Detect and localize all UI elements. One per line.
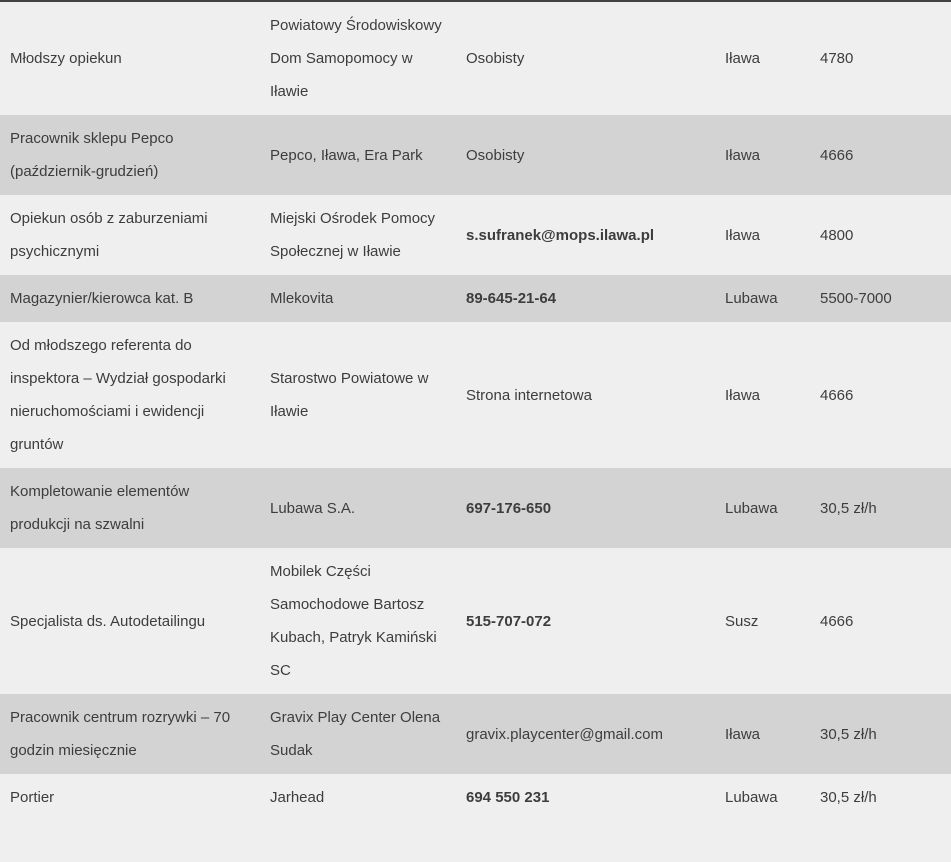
job-title-cell: Magazynier/kierowca kat. B xyxy=(10,290,194,307)
city-cell: Iława xyxy=(725,226,761,244)
employer-cell: Jarhead xyxy=(270,789,325,806)
job-title-cell: Portier xyxy=(10,789,55,806)
employer-cell: Starostwo Powiatowe w Iławie xyxy=(270,370,429,420)
contact-cell: Osobisty xyxy=(466,146,525,164)
job-offer-row xyxy=(0,774,951,821)
job-offer-row xyxy=(0,548,951,694)
job-title-cell: Kompletowanie elementów produkcji na szwalni xyxy=(10,483,190,533)
job-offer-row xyxy=(0,694,951,774)
salary-cell: 30,5 zł/h xyxy=(820,789,877,806)
salary-cell: 4780 xyxy=(820,50,854,67)
employer-cell: Powiatowy Środowiskowy Dom Samopomocy w Iławie xyxy=(270,17,442,100)
employer-cell: Mobilek Części Samochodowe Bartosz Kubach, Patryk Kamiński SC xyxy=(270,563,437,679)
job-offer-row xyxy=(0,322,951,468)
employer-cell: Mlekovita xyxy=(270,290,334,307)
job-offer-row xyxy=(0,115,951,195)
job-title-cell: Opiekun osób z zaburzeniami psychicznymi xyxy=(10,210,208,260)
salary-cell: 30,5 zł/h xyxy=(820,725,877,743)
contact-cell: Osobisty xyxy=(466,50,525,67)
employer-cell: Pepco, Iława, Era Park xyxy=(270,146,423,164)
salary-cell: 4666 xyxy=(820,612,854,630)
salary-cell: 30,5 zł/h xyxy=(820,499,877,517)
contact-cell: 89-645-21-64 xyxy=(466,290,557,307)
job-offer-row xyxy=(0,1,951,115)
employer-cell: Miejski Ośrodek Pomocy Społecznej w Iławie xyxy=(270,210,436,260)
city-cell: Lubawa xyxy=(725,499,778,517)
city-cell: Lubawa xyxy=(725,290,778,307)
job-title-cell: Pracownik centrum rozrywki – 70 godzin miesięcznie xyxy=(10,709,231,759)
contact-cell: Strona internetowa xyxy=(466,386,592,404)
contact-cell: 697-176-650 xyxy=(466,499,552,517)
job-title-cell: Specjalista ds. Autodetailingu xyxy=(10,612,206,630)
salary-cell: 4666 xyxy=(820,386,854,404)
city-cell: Iława xyxy=(725,146,761,164)
salary-cell: 5500-7000 xyxy=(820,290,892,307)
job-title-cell: Młodszy opiekun xyxy=(10,50,122,67)
job-title-cell: Pracownik sklepu Pepco (październik-grudzień) xyxy=(10,130,174,180)
city-cell: Susz xyxy=(725,612,759,630)
salary-cell: 4666 xyxy=(820,146,854,164)
job-offer-row xyxy=(0,468,951,548)
city-cell: Iława xyxy=(725,386,761,404)
city-cell: Lubawa xyxy=(725,789,778,806)
employer-cell: Lubawa S.A. xyxy=(270,499,356,517)
job-title-cell: Od młodszego referenta do inspektora – Wydział gospodarki nieruchomościami i ewidencji gruntów xyxy=(10,337,226,453)
employer-cell: Gravix Play Center Olena Sudak xyxy=(270,709,441,759)
job-offer-row xyxy=(0,195,951,275)
salary-cell: 4800 xyxy=(820,226,854,244)
contact-cell: 515-707-072 xyxy=(466,612,552,630)
contact-cell: s.sufranek@mops.ilawa.pl xyxy=(466,226,655,244)
job-table-body xyxy=(0,1,951,821)
city-cell: Iława xyxy=(725,50,761,67)
contact-cell: 694 550 231 xyxy=(466,789,550,806)
city-cell: Iława xyxy=(725,725,761,743)
contact-cell: gravix.playcenter@gmail.com xyxy=(466,725,663,743)
job-offer-row xyxy=(0,275,951,322)
